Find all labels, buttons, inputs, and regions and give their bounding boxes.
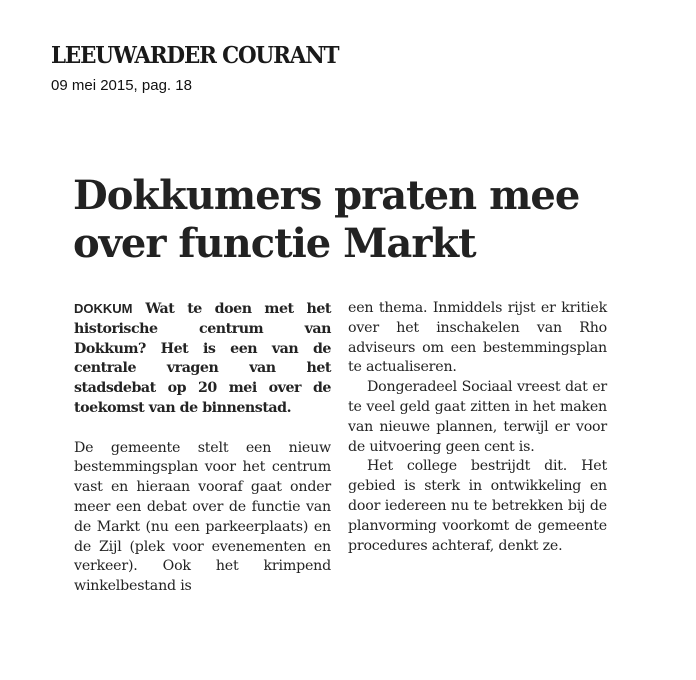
- article-headline: Dokkumers praten mee over functie Markt: [73, 172, 580, 267]
- lead-text: Wat te doen met het historische centrum van Dokkum? Het is een van de centrale vragen van het stadsdebat op 20 mei over de toekomst van de binnenstad.: [74, 301, 331, 416]
- dateline-place: DOKKUM: [74, 301, 133, 316]
- article-column-right: [348, 299, 607, 556]
- publication-date: 09 mei 2015, pag. 18: [51, 77, 192, 94]
- body-paragraph-2: Dongeradeel Sociaal vreest dat er te veel geld gaat zitten in het maken van nieuwe plannen, terwijl er voor de uitvoering geen cent is.: [348, 379, 607, 455]
- body-paragraph-1: De gemeente stelt een nieuw bestemmingsplan voor het centrum vast en hieraan vooraf gaat onder meer een debat over de functie van de Markt (nu een parkeerplaats) en de Zijl (plek voor evenementen en verkeer). Ook het krimpend winkelbestand is: [74, 439, 331, 595]
- body-paragraph-1-continued: een thema. Inmiddels rijst er kritiek over het inschakelen van Rho adviseurs om een bestemmingsplan te actualiseren.: [348, 300, 607, 376]
- article-lead: [74, 299, 331, 419]
- article-column-left: [74, 299, 331, 597]
- body-paragraph-3: Het college bestrijdt dit. Het gebied is sterk in ontwikkeling en door iedereen nu te betrekken bij de planvorming voorkomt de gemeente procedures achteraf, denkt ze.: [348, 458, 607, 554]
- masthead-title: LEEUWARDER COURANT: [51, 42, 339, 69]
